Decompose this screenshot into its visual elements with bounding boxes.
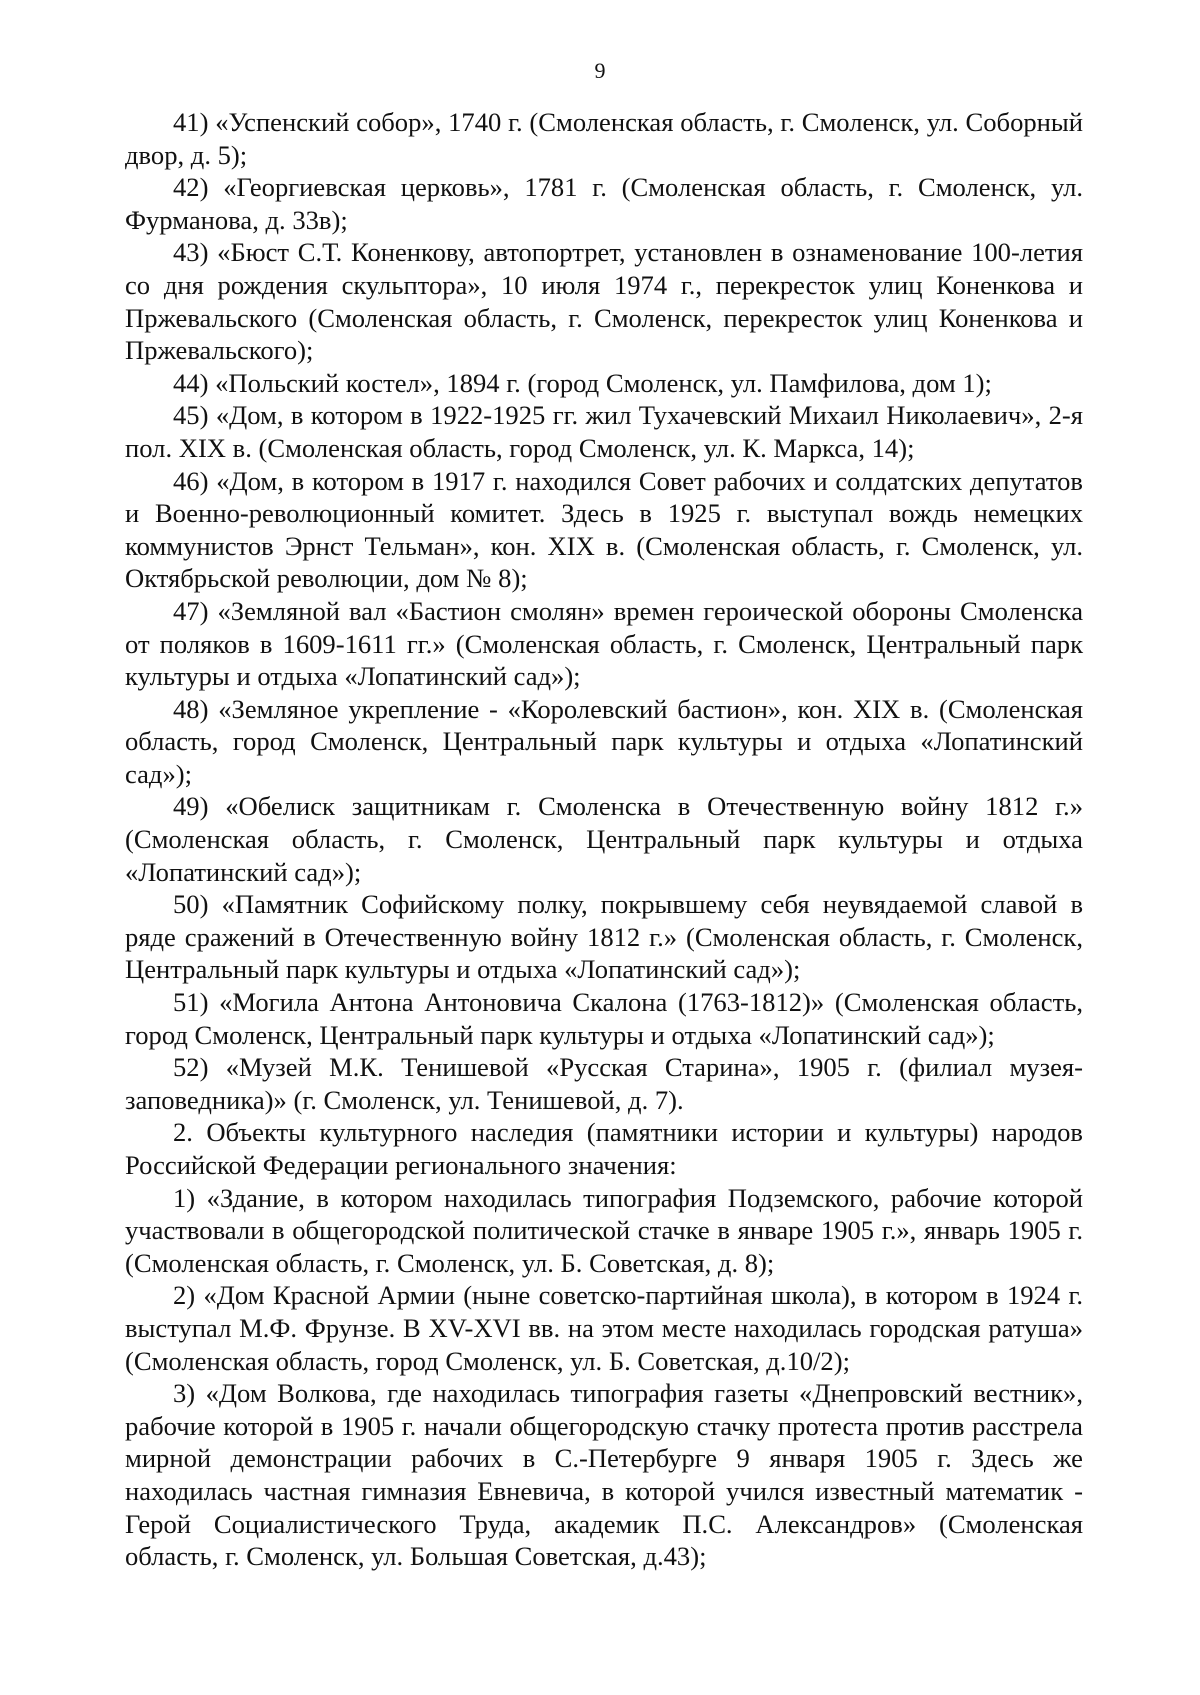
list-item-50: 50) «Памятник Софийскому полку, покрывшему себя неувядаемой славой в ряде сражений в Отечественную войну 1812 г.» (Смоленская область, г. Смоленск, Центральный парк культуры и отдыха «Лопатинский сад»); bbox=[125, 889, 1083, 985]
list-item-44: 44) «Польский костел», 1894 г. (город Смоленск, ул. Памфилова, дом 1); bbox=[173, 367, 992, 398]
page-number: 9 bbox=[594, 58, 606, 83]
list-item-52: 52) «Музей М.К. Тенишевой «Русская Старина», 1905 г. (филиал музея-заповедника)» (г. Смоленск, ул. Тенишевой, д. 7). bbox=[125, 1052, 1083, 1115]
list-item-41: 41) «Успенский собор», 1740 г. (Смоленская область, г. Смоленск, ул. Соборный двор, д. 5); bbox=[125, 107, 1083, 170]
regional-item-2: 2) «Дом Красной Армии (ныне советско-партийная школа), в котором в 1924 г. выступал М.Ф. Фрунзе. В XV-XVI вв. на этом месте находилась городская ратуша» (Смоленская область, город Смоленск, ул. Б. Советская, д.10/2); bbox=[125, 1280, 1083, 1376]
list-item-43: 43) «Бюст С.Т. Коненкову, автопортрет, установлен в ознаменование 100-летия со дня рождения скульптора», 10 июля 1974 г., перекресток улиц Коненкова и Пржевальского (Смоленская область, г. Смоленск, перекресток улиц Коненкова и Пржевальского); bbox=[125, 237, 1083, 366]
document-body bbox=[125, 106, 1083, 1573]
list-item-42: 42) «Георгиевская церковь», 1781 г. (Смоленская область, г. Смоленск, ул. Фурманова, д. 33в); bbox=[125, 172, 1083, 235]
section-heading-regional: 2. Объекты культурного наследия (памятники истории и культуры) народов Российской Федерации регионального значения: bbox=[125, 1117, 1083, 1180]
list-item-49: 49) «Обелиск защитникам г. Смоленска в Отечественную войну 1812 г.» (Смоленская область, г. Смоленск, Центральный парк культуры и отдыха «Лопатинский сад»); bbox=[125, 791, 1083, 887]
list-item-47: 47) «Земляной вал «Бастион смолян» времен героической обороны Смоленска от поляков в 1609-1611 гг.» (Смоленская область, г. Смоленск, Центральный парк культуры и отдыха «Лопатинский сад»); bbox=[125, 595, 1083, 692]
list-item-48: 48) «Земляное укрепление - «Королевский бастион», кон. XIX в. (Смоленская область, город Смоленск, Центральный парк культуры и отдыха «Лопатинский сад»); bbox=[125, 693, 1083, 789]
list-item-46: 46) «Дом, в котором в 1917 г. находился Совет рабочих и солдатских депутатов и Военно-революционный комитет. Здесь в 1925 г. выступал вождь немецких коммунистов Эрнст Тельман», кон. XIX в. (Смоленская область, г. Смоленск, ул. Октябрьской революции, дом № 8); bbox=[125, 465, 1083, 594]
list-item-51: 51) «Могила Антона Антоновича Скалона (1763-1812)» (Смоленская область, город Смоленск, Центральный парк культуры и отдыха «Лопатинский сад»); bbox=[125, 987, 1083, 1050]
regional-item-1: 1) «Здание, в котором находилась типография Подземского, рабочие которой участвовали в общегородской политической стачке в январе 1905 г.», январь 1905 г. (Смоленская область, г. Смоленск, ул. Б. Советская, д. 8); bbox=[125, 1182, 1083, 1278]
regional-item-3: 3) «Дом Волкова, где находилась типография газеты «Днепровский вестник», рабочие которой в 1905 г. начали общегородскую стачку протеста против расстрела мирной демонстрации рабочих в С.-Петербурге 9 января 1905 г. Здесь же находилась частная гимназия Евневича, в которой учился известный математик - Герой Социалистического Труда, академик П.С. Александров» (Смоленская область, г. Смоленск, ул. Большая Советская, д.43); bbox=[125, 1378, 1083, 1572]
list-item-45: 45) «Дом, в котором в 1922-1925 гг. жил Тухачевский Михаил Николаевич», 2-я пол. XIX в. (Смоленская область, город Смоленск, ул. К. Маркса, 14); bbox=[125, 400, 1083, 463]
